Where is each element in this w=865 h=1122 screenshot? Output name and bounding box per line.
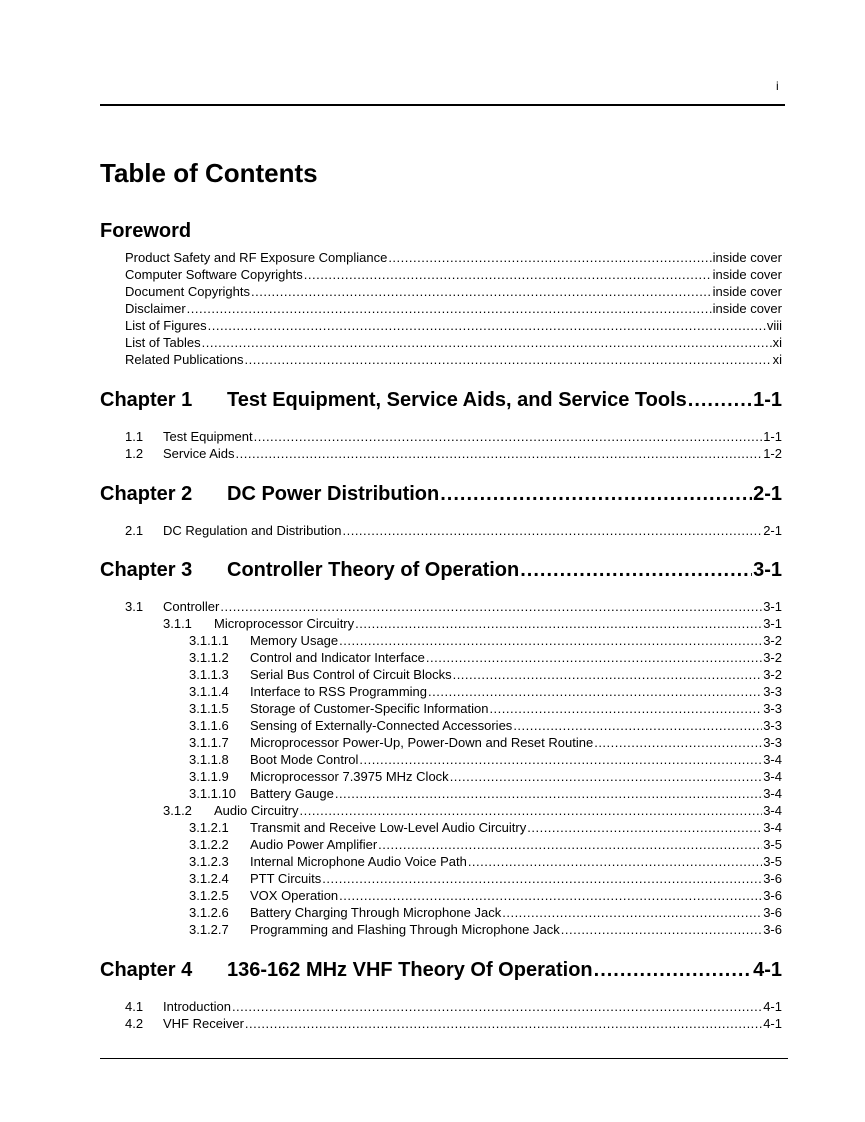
chapter-label: Chapter 1 (100, 389, 193, 411)
toc-entry[interactable] (189, 734, 782, 751)
toc-entry-title[interactable]: List of Tables (125, 335, 201, 350)
toc-entry[interactable] (189, 904, 782, 921)
toc-entry-page[interactable]: 3-3 (763, 735, 782, 750)
toc-entry[interactable] (125, 1015, 782, 1032)
chapter-title[interactable]: DC Power Distribution (227, 483, 440, 505)
toc-entry-page[interactable]: 3-3 (763, 684, 782, 699)
toc-entry-page[interactable]: 3-6 (763, 888, 782, 903)
footer-rule (100, 1058, 788, 1059)
dot-leader (187, 300, 712, 317)
header-rule (100, 104, 785, 106)
toc-entry[interactable] (189, 700, 782, 717)
toc-entry-number: 3.1.1.10 (189, 786, 236, 801)
toc-entry-title[interactable]: Microprocessor Power-Up, Power-Down and Reset Routine (250, 735, 594, 750)
toc-entry-number: 3.1.1.5 (189, 701, 229, 716)
toc-entry[interactable] (189, 632, 782, 649)
toc-entry[interactable] (189, 751, 782, 768)
toc-entry-title[interactable]: Microprocessor 7.3975 MHz Clock (250, 769, 449, 784)
dot-leader (688, 387, 752, 413)
dot-leader (355, 615, 762, 632)
toc-entry-title[interactable]: VHF Receiver (163, 1016, 244, 1031)
toc-entry-page[interactable]: 3-1 (763, 599, 782, 614)
toc-entry-number: 3.1.2 (163, 803, 192, 818)
toc-entry-title[interactable]: Memory Usage (250, 633, 339, 648)
dot-leader (232, 998, 762, 1015)
toc-entry[interactable] (189, 853, 782, 870)
toc-entry-number: 1.2 (125, 446, 144, 461)
toc-entry-title[interactable]: Product Safety and RF Exposure Compliance (125, 250, 388, 265)
dot-leader (208, 317, 766, 334)
toc-entry[interactable] (125, 283, 782, 300)
chapter-label: Chapter 4 (100, 959, 193, 981)
page-number: i (776, 79, 779, 93)
toc-entry[interactable] (125, 266, 782, 283)
chapter-2-section (0, 481, 865, 539)
toc-entry-number: 3.1.2.2 (189, 837, 229, 852)
toc-entry[interactable] (125, 300, 782, 317)
dot-leader (342, 522, 762, 539)
toc-entry-page[interactable]: 3-4 (763, 769, 782, 784)
toc-entry[interactable] (189, 768, 782, 785)
toc-entry-page[interactable]: inside cover (712, 250, 782, 265)
dot-leader (450, 768, 763, 785)
dot-leader (453, 666, 763, 683)
toc-entry-number: 3.1 (125, 599, 144, 614)
foreword-heading: Foreword (100, 220, 192, 242)
dot-leader (220, 598, 762, 615)
chapter-label: Chapter 2 (100, 483, 193, 505)
toc-entry-title[interactable]: List of Figures (125, 318, 207, 333)
toc-entry-page[interactable]: xi (772, 335, 782, 350)
toc-entry-number: 3.1.1.2 (189, 650, 229, 665)
page-title: Table of Contents (100, 158, 318, 188)
toc-entry[interactable] (189, 649, 782, 666)
toc-entry-number: 4.2 (125, 1016, 144, 1031)
dot-leader (440, 481, 752, 507)
dot-leader (513, 717, 762, 734)
toc-entry[interactable] (125, 598, 782, 615)
toc-entry-page[interactable]: 3-5 (763, 837, 782, 852)
toc-entry-title[interactable]: DC Regulation and Distribution (163, 523, 342, 538)
toc-entry-page[interactable]: inside cover (712, 267, 782, 282)
toc-entry-title[interactable]: Control and Indicator Interface (250, 650, 425, 665)
chapter-title[interactable]: Test Equipment, Service Aids, and Service Tools (227, 389, 687, 411)
spacer (0, 983, 865, 998)
dot-leader (594, 957, 752, 983)
toc-entry-title[interactable]: Audio Circuitry (214, 803, 299, 818)
toc-entry-title[interactable]: Introduction (163, 999, 231, 1014)
chapter-title[interactable]: Controller Theory of Operation (227, 559, 520, 581)
toc-entry-number: 3.1.2.4 (189, 871, 229, 886)
toc-entry-title[interactable]: Computer Software Copyrights (125, 267, 303, 282)
toc-entry[interactable] (189, 921, 782, 938)
toc-entry-number: 3.1.2.6 (189, 905, 229, 920)
spacer (0, 507, 865, 522)
dot-leader (202, 334, 772, 351)
toc-entry-title[interactable]: Internal Microphone Audio Voice Path (250, 854, 467, 869)
toc-entry-page[interactable]: 3-4 (763, 786, 782, 801)
toc-entry-number: 1.1 (125, 429, 144, 444)
toc-entry-page[interactable]: 3-4 (763, 820, 782, 835)
toc-entry-page[interactable]: inside cover (712, 284, 782, 299)
dot-leader (468, 853, 762, 870)
toc-entry-number: 4.1 (125, 999, 144, 1014)
toc-entry[interactable] (125, 522, 782, 539)
toc-entry[interactable] (189, 717, 782, 734)
toc-entry[interactable] (163, 615, 782, 632)
toc-entry-number: 2.1 (125, 523, 144, 538)
spacer (0, 413, 865, 428)
chapter-page[interactable]: 4-1 (753, 959, 782, 981)
toc-entry-number: 3.1.2.3 (189, 854, 229, 869)
dot-leader (251, 283, 712, 300)
chapter-3-section (0, 557, 865, 938)
spacer (0, 583, 865, 598)
chapter-1-section (0, 387, 865, 462)
toc-entry-number: 3.1.1.7 (189, 735, 229, 750)
dot-leader (378, 836, 762, 853)
toc-entry[interactable] (125, 317, 782, 334)
toc-entry-number: 3.1.1 (163, 616, 192, 631)
toc-entry-number: 3.1.1.6 (189, 718, 229, 733)
toc-entry-title[interactable]: Transmit and Receive Low-Level Audio Circuitry (250, 820, 527, 835)
toc-entry-page[interactable]: 3-4 (763, 803, 782, 818)
toc-entry-number: 3.1.1.8 (189, 752, 229, 767)
dot-leader (428, 683, 762, 700)
toc-entry-number: 3.1.1.9 (189, 769, 229, 784)
toc-entry-number: 3.1.1.4 (189, 684, 229, 699)
toc-entry-title[interactable]: Serial Bus Control of Circuit Blocks (250, 667, 452, 682)
dot-leader (489, 700, 762, 717)
dot-leader (245, 351, 772, 368)
chapter-label: Chapter 3 (100, 559, 193, 581)
chapter-heading[interactable] (100, 957, 782, 983)
dot-leader (254, 428, 763, 445)
toc-entry-page[interactable]: 3-4 (763, 752, 782, 767)
toc-entry-page[interactable]: 4-1 (763, 1016, 782, 1031)
toc-entry-page[interactable]: xi (772, 352, 782, 367)
toc-entry[interactable] (125, 998, 782, 1015)
toc-entry-title[interactable]: Controller (163, 599, 220, 614)
toc-entry-title[interactable]: Interface to RSS Programming (250, 684, 428, 699)
toc-entry-title[interactable]: Audio Power Amplifier (250, 837, 378, 852)
dot-leader (339, 632, 762, 649)
toc-entry-page[interactable]: 3-1 (763, 616, 782, 631)
dot-leader (236, 445, 763, 462)
toc-entry-page[interactable]: 3-6 (763, 871, 782, 886)
toc-entry[interactable] (163, 802, 782, 819)
toc-entry-title[interactable]: PTT Circuits (250, 871, 322, 886)
chapter-page[interactable]: 1-1 (753, 389, 782, 411)
dot-leader (502, 904, 762, 921)
dot-leader (527, 819, 762, 836)
chapter-title[interactable]: 136-162 MHz VHF Theory Of Operation (227, 959, 593, 981)
toc-entry[interactable] (189, 819, 782, 836)
chapter-heading[interactable] (100, 557, 782, 583)
toc-entry[interactable] (125, 351, 782, 368)
toc-entry[interactable] (189, 836, 782, 853)
toc-entry-title[interactable]: Microprocessor Circuitry (214, 616, 355, 631)
toc-entry-page[interactable]: 3-6 (763, 905, 782, 920)
dot-leader (339, 887, 762, 904)
toc-entry-page[interactable]: 3-5 (763, 854, 782, 869)
toc-entry-number: 3.1.1.1 (189, 633, 229, 648)
toc-entry[interactable] (189, 683, 782, 700)
toc-entry-page[interactable]: 3-3 (763, 701, 782, 716)
chapter-4-section (0, 957, 865, 1032)
dot-leader (520, 557, 752, 583)
toc-entry-title[interactable]: Sensing of Externally-Connected Accessories (250, 718, 513, 733)
chapter-heading[interactable] (100, 387, 782, 413)
chapter-heading[interactable] (100, 481, 782, 507)
toc-entry-title[interactable]: Storage of Customer-Specific Information (250, 701, 489, 716)
toc-entry-title[interactable]: Document Copyrights (125, 284, 250, 299)
dot-leader (335, 785, 762, 802)
toc-entry[interactable] (189, 870, 782, 887)
toc-entry[interactable] (125, 445, 782, 462)
toc-entry-page[interactable]: 3-6 (763, 922, 782, 937)
dot-leader (304, 266, 712, 283)
toc-entry[interactable] (125, 249, 782, 266)
dot-leader (561, 921, 762, 938)
toc-entry-page[interactable]: 3-2 (763, 633, 782, 648)
dot-leader (388, 249, 711, 266)
toc-entry-page[interactable]: 3-2 (763, 650, 782, 665)
toc-entry-page[interactable]: 1-2 (763, 446, 782, 461)
toc-entry[interactable] (189, 666, 782, 683)
toc-entry[interactable] (125, 334, 782, 351)
toc-entry-page[interactable]: viii (766, 318, 782, 333)
toc-entry-page[interactable]: 4-1 (763, 999, 782, 1014)
toc-entry-page[interactable]: inside cover (712, 301, 782, 316)
dot-leader (359, 751, 762, 768)
toc-entry[interactable] (125, 428, 782, 445)
toc-entry-number: 3.1.1.3 (189, 667, 229, 682)
toc-entry-title[interactable]: Related Publications (125, 352, 244, 367)
toc-entry-title[interactable]: VOX Operation (250, 888, 339, 903)
dot-leader (245, 1015, 762, 1032)
toc-entry-page[interactable]: 2-1 (763, 523, 782, 538)
toc-entry-number: 3.1.2.5 (189, 888, 229, 903)
toc-entry-title[interactable]: Boot Mode Control (250, 752, 359, 767)
toc-entry-title[interactable]: Test Equipment (163, 429, 253, 444)
toc-entry[interactable] (189, 785, 782, 802)
toc-entry-page[interactable]: 3-3 (763, 718, 782, 733)
toc-entry-title[interactable]: Battery Charging Through Microphone Jack (250, 905, 502, 920)
toc-entry[interactable] (189, 887, 782, 904)
toc-entry-title[interactable]: Disclaimer (125, 301, 186, 316)
toc-entry-number: 3.1.2.7 (189, 922, 229, 937)
toc-entry-number: 3.1.2.1 (189, 820, 229, 835)
foreword-entries (0, 249, 865, 368)
toc-entry-title[interactable]: Programming and Flashing Through Microphone Jack (250, 922, 560, 937)
dot-leader (594, 734, 762, 751)
toc-entry-page[interactable]: 1-1 (763, 429, 782, 444)
chapter-page[interactable]: 3-1 (753, 559, 782, 581)
dot-leader (300, 802, 763, 819)
dot-leader (426, 649, 762, 666)
dot-leader (322, 870, 762, 887)
toc-entry-page[interactable]: 3-2 (763, 667, 782, 682)
chapter-page[interactable]: 2-1 (753, 483, 782, 505)
toc-entry-title[interactable]: Service Aids (163, 446, 235, 461)
toc-entry-title[interactable]: Battery Gauge (250, 786, 334, 801)
